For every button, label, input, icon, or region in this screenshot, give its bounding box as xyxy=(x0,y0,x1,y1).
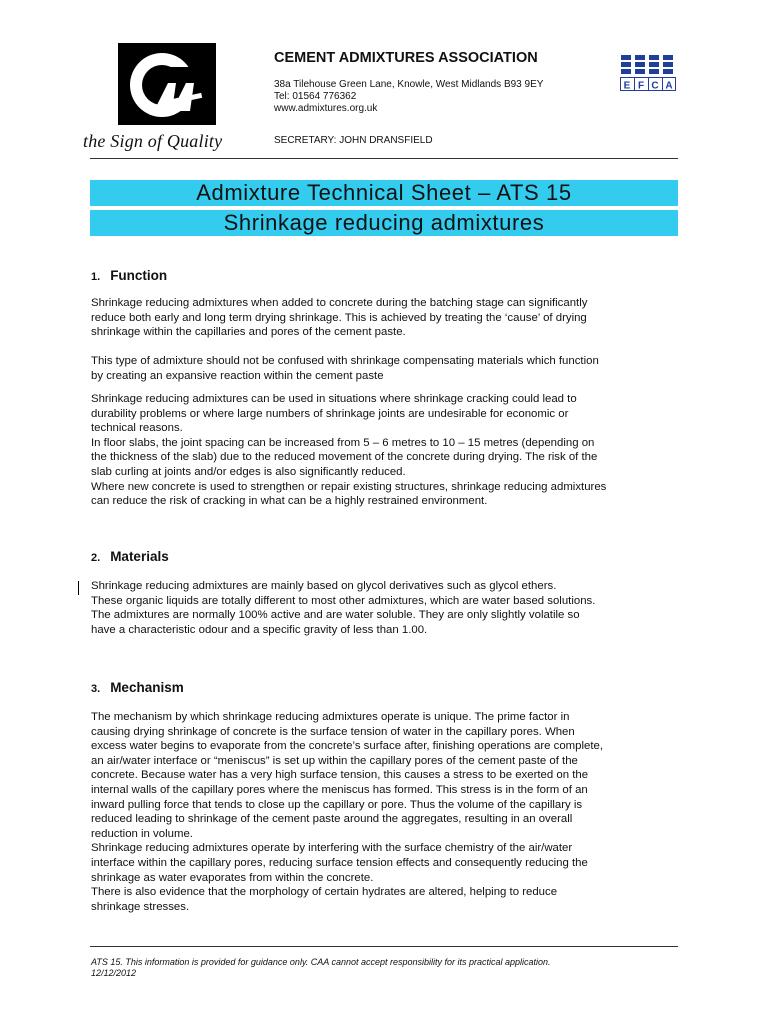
paragraph-line: an air/water interface or “meniscus” is set up within the capillary pores of the cement paste of the xyxy=(91,754,578,767)
paragraph-line: inward pulling force that tends to close up the capillary or pore. Thus the volume of the capillary is xyxy=(91,798,583,811)
paragraph-line: These organic liquids are totally different to most other admixtures, which are water based solutions. xyxy=(91,594,596,607)
footer-disclaimer: ATS 15. This information is provided for guidance only. CAA cannot accept responsibility for its practical application. xyxy=(91,957,551,967)
paragraph xyxy=(91,296,677,340)
org-secretary: SECRETARY: JOHN DRANSFIELD xyxy=(274,135,433,146)
paragraph-line: technical reasons. xyxy=(91,422,183,435)
efca-logo-text xyxy=(620,78,676,91)
paragraph-line: This type of admixture should not be confused with shrinkage compensating materials which function xyxy=(91,355,599,367)
paragraph-line: reduce both early and long term drying shrinkage. This is achieved by treating the ‘cause’ of drying xyxy=(91,311,587,324)
org-address: 38a Tilehouse Green Lane, Knowle, West Midlands B93 9EY xyxy=(274,79,544,90)
svg-text:C: C xyxy=(651,80,659,91)
paragraph-line: concrete. Because water has a very high surface tension, this causes a stress to be exerted on the xyxy=(91,769,589,782)
title-band-2: Shrinkage reducing admixtures xyxy=(90,210,678,236)
paragraph-line: internal walls of the capillary pores where the meniscus has formed. This stress is in the form of an xyxy=(91,783,588,796)
paragraph-line: excess water begins to evaporate from the concrete’s surface after, finishing operations are complete, xyxy=(91,740,604,753)
footer-divider xyxy=(90,946,678,947)
section-title: Function xyxy=(110,268,168,283)
revision-bar xyxy=(78,581,79,595)
svg-text:A: A xyxy=(665,80,673,91)
paragraph xyxy=(91,354,677,383)
paragraph-line: shrinkage as water evaporates from within the concrete. xyxy=(91,871,374,884)
paragraph-line: shrinkage stresses. xyxy=(91,900,190,913)
section-number: 3. xyxy=(91,683,101,695)
paragraph xyxy=(91,579,677,637)
org-name: CEMENT ADMIXTURES ASSOCIATION xyxy=(274,50,538,66)
header-divider xyxy=(90,158,678,159)
paragraph xyxy=(91,710,677,914)
paragraph-line: by creating an expansive reaction within the cement paste xyxy=(91,369,384,382)
paragraph-line: The mechanism by which shrinkage reducing admixtures operate is unique. The prime factor in xyxy=(91,711,570,723)
tagline: the Sign of Quality xyxy=(83,131,223,151)
paragraph-line: Shrinkage reducing admixtures operate by interfering with the surface chemistry of the air/water xyxy=(91,842,573,855)
paragraph-line: In floor slabs, the joint spacing can be increased from 5 – 6 metres to 10 – 15 metres (depending on xyxy=(91,436,595,449)
section-title: Mechanism xyxy=(110,680,184,695)
caa-logo-mark-icon xyxy=(118,43,216,125)
paragraph-line: Shrinkage reducing admixtures are mainly based on glycol derivatives such as glycol ethers. xyxy=(91,580,557,592)
paragraph-line: have a characteristic odour and a specific gravity of less than 1.00. xyxy=(91,623,428,636)
paragraph-line: durability problems or where large numbers of shrinkage joints are undesirable for economic or xyxy=(91,407,569,420)
paragraph-line: slab curling at joints and/or edges is also significantly reduced. xyxy=(91,465,406,478)
title-band-1: Admixture Technical Sheet – ATS 15 xyxy=(90,180,678,206)
section-heading-materials xyxy=(91,549,169,564)
section-heading-function xyxy=(91,268,167,283)
svg-text:F: F xyxy=(637,80,645,91)
paragraph-line: can reduce the risk of cracking in what can be a highly restrained environment. xyxy=(91,495,488,508)
paragraph-line: reduction in volume. xyxy=(91,827,193,840)
paragraph-line: The admixtures are normally 100% active and are water soluble. They are only slightly volatile so xyxy=(91,609,580,622)
section-heading-mechanism xyxy=(91,680,184,695)
section-number: 2. xyxy=(91,552,101,564)
paragraph-line: Shrinkage reducing admixtures can be used in situations where shrinkage cracking could lead to xyxy=(91,393,577,405)
section-number: 1. xyxy=(91,271,101,283)
paragraph-line: There is also evidence that the morphology of certain hydrates are altered, helping to reduce xyxy=(91,886,558,899)
footer-date: 12/12/2012 xyxy=(91,968,137,978)
paragraph-line: Where new concrete is used to strengthen or repair existing structures, shrinkage reducing admixtures xyxy=(91,480,607,493)
paragraph-line: Shrinkage reducing admixtures when added to concrete during the batching stage can significantly xyxy=(91,297,588,309)
section-title: Materials xyxy=(110,549,169,564)
svg-text:E: E xyxy=(623,80,631,91)
org-website: www.admixtures.org.uk xyxy=(274,103,378,114)
paragraph-line: interface within the capillary pores, reducing surface tension effects and consequently reducing the xyxy=(91,856,588,869)
paragraph-line: shrinkage within the capillaries and pores of the cement paste. xyxy=(91,326,406,339)
paragraph-line: causing drying shrinkage of concrete is the surface tension of water in the capillary pores. When xyxy=(91,725,575,738)
paragraph xyxy=(91,392,677,509)
paragraph-line: reduced leading to shrinkage of the cement paste around the aggregates, resulting in an overall xyxy=(91,813,573,826)
caa-logo xyxy=(118,43,216,125)
paragraph-line: the thickness of the slab) due to the reduced movement of the concrete during drying. The risk of the xyxy=(91,451,598,464)
org-tel: Tel: 01564 776362 xyxy=(274,91,357,102)
